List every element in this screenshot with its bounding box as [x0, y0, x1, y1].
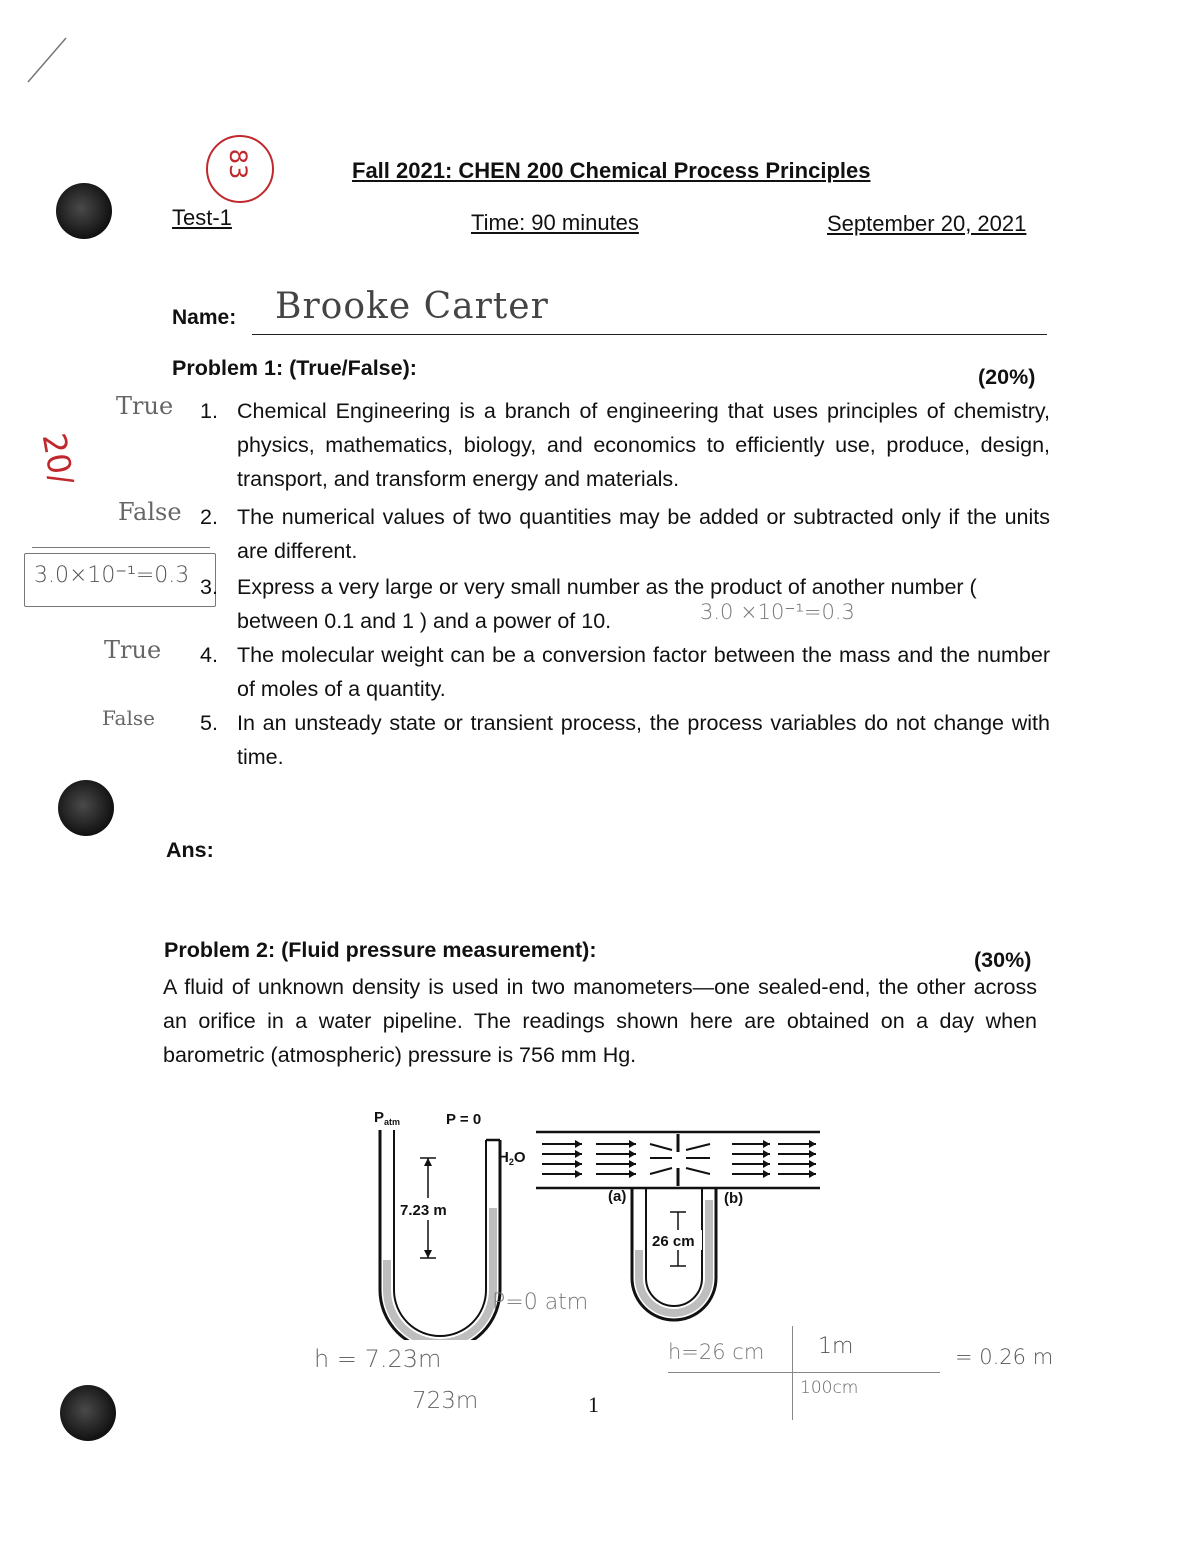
- note-p-zero: P=0 atm: [492, 1290, 589, 1315]
- name-label: Name:: [172, 306, 237, 329]
- conversion-vline: [792, 1326, 793, 1420]
- item-number: 5.: [200, 711, 218, 735]
- water-pipeline: [536, 1132, 820, 1188]
- name-line: [252, 334, 1047, 335]
- label-height-2: 26 cm: [652, 1233, 695, 1250]
- item-number: 2.: [200, 505, 218, 529]
- punch-hole-1: [56, 183, 112, 239]
- answer-3-overline: [32, 547, 210, 548]
- punch-hole-2: [58, 780, 114, 836]
- problem1-item-4: [200, 638, 1050, 706]
- item-number: 4.: [200, 643, 218, 667]
- problem1-item-5: [200, 706, 1050, 774]
- problem1-item-1: [200, 394, 1050, 496]
- problem1-title: Problem 1: (True/False):: [172, 356, 417, 380]
- item-text: The molecular weight can be a conversion factor between the mass and the number of moles of a quantity.: [237, 643, 1050, 701]
- item-text: In an unsteady state or transient process, the process variables do not change with time.: [237, 711, 1050, 769]
- item-text: Express a very large or very small number as the product of another number ( between 0.1 and 1 ) and a power of 10.: [237, 575, 977, 633]
- item-text: The numerical values of two quantities may be added or subtracted only if the units are different.: [237, 505, 1050, 563]
- note-conv-top: 1m: [818, 1334, 854, 1359]
- punch-hole-3: [60, 1385, 116, 1441]
- note-conv-bottom: 100cm: [800, 1378, 859, 1398]
- problem2-title: Problem 2: (Fluid pressure measurement):: [164, 938, 597, 962]
- conversion-hline: [668, 1372, 940, 1373]
- page-number: 1: [588, 1392, 599, 1417]
- problem1-weight: (20%): [978, 365, 1036, 389]
- label-height-1: 7.23 m: [400, 1202, 447, 1219]
- problem1-item-2: [200, 500, 1050, 568]
- problem1-item-3: [200, 570, 1050, 638]
- manometer-diagram: [360, 1100, 840, 1340]
- time-label: Time: 90 minutes: [471, 210, 639, 235]
- differential-manometer: [632, 1188, 716, 1320]
- answer-2: False: [118, 498, 182, 526]
- answer-4: True: [104, 636, 162, 664]
- problem2-weight: (30%): [974, 948, 1032, 972]
- item-text: Chemical Engineering is a branch of engineering that uses principles of chemistry, physics, mathematics, biology, and economics to efficiently use, produce, design, transport, and transform energy and materials.: [237, 399, 1050, 491]
- problem1-score: 20/: [34, 430, 81, 488]
- label-p0: P = 0: [446, 1111, 482, 1128]
- page-title: Fall 2021: CHEN 200 Chemical Process Principles: [352, 158, 871, 183]
- pen-mark: [20, 30, 80, 90]
- label-h2o: $H_2O$: [498, 1149, 526, 1167]
- note-h1: h = 7.23m: [314, 1345, 442, 1373]
- test-label: Test-1: [172, 205, 232, 230]
- ans-label: Ans:: [166, 838, 214, 862]
- sealed-manometer: [380, 1130, 500, 1340]
- note-h1b: 723m: [412, 1388, 479, 1414]
- note-h2: h=26 cm: [668, 1340, 765, 1364]
- item-number: 1.: [200, 399, 218, 423]
- problem2-text: A fluid of unknown density is used in two manometers—one sealed-end, the other across an orifice in a water pipeline. The readings shown here are obtained on a day when barometric (atmospheric) pressure is 756 mm Hg.: [163, 975, 1037, 1067]
- score-value: 83: [224, 148, 252, 180]
- date-label: September 20, 2021: [827, 211, 1027, 236]
- answer-3: 3.0×10⁻¹=0.3: [34, 563, 190, 588]
- label-a: (a): [608, 1188, 627, 1205]
- label-patm: $P_{atm}$: [374, 1109, 401, 1127]
- note-result: = 0.26 m: [955, 1345, 1054, 1369]
- name-value: Brooke Carter: [275, 286, 549, 327]
- inline-note-3: 3.0 ×10⁻¹=0.3: [700, 600, 855, 624]
- item-number: 3.: [200, 575, 218, 599]
- answer-1: True: [116, 392, 174, 420]
- label-b: (b): [724, 1190, 744, 1207]
- answer-5: False: [102, 706, 155, 730]
